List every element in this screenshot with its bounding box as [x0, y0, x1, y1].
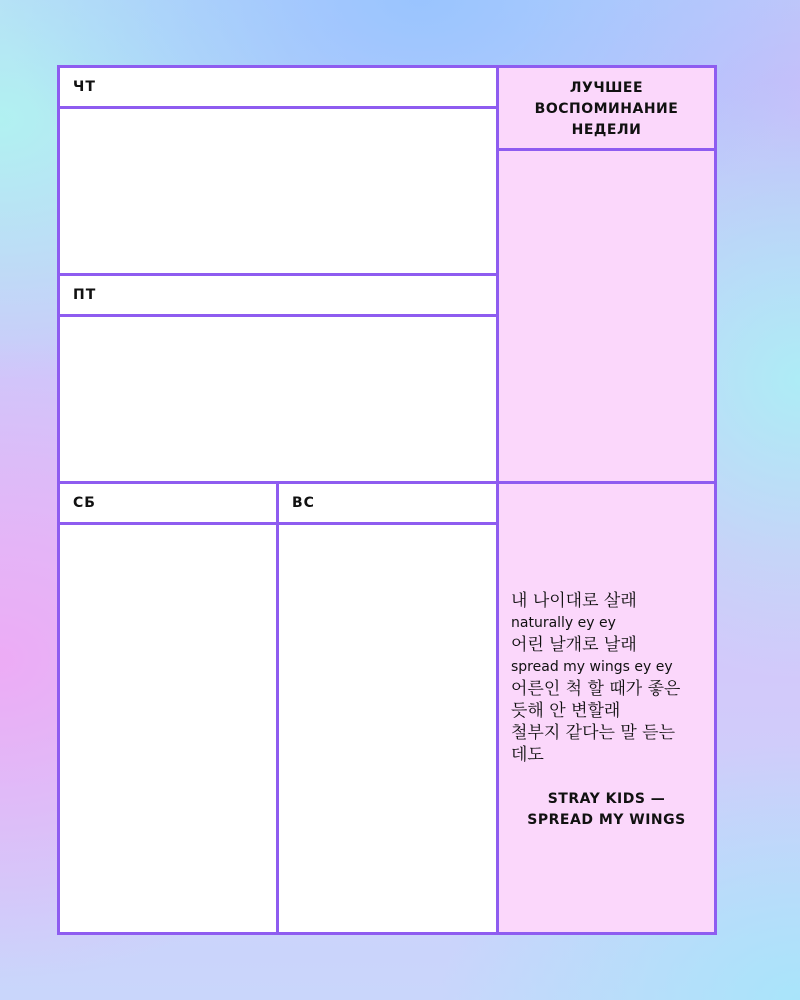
lyric-line: 데도	[511, 745, 544, 765]
lyrics-panel	[496, 481, 717, 935]
lyrics-block	[511, 590, 706, 766]
best-memory-header	[496, 65, 717, 151]
friday-label: ПТ	[73, 287, 97, 303]
saturday-header	[57, 481, 279, 525]
lyric-line: 어른인 척 할 때가 좋은	[511, 679, 681, 699]
sunday-notes-area[interactable]	[276, 522, 499, 935]
lyric-line: spread my wings ey ey	[511, 659, 673, 675]
lyric-line: 듯해 안 변할래	[511, 701, 621, 721]
sunday-label: ВС	[292, 495, 315, 511]
thursday-notes-area[interactable]	[57, 106, 499, 276]
weekly-planner	[57, 65, 717, 935]
best-memory-notes-area[interactable]	[496, 148, 717, 484]
song-credit: STRAY KIDS — SPREAD MY WINGS	[527, 791, 686, 828]
friday-header	[57, 273, 499, 317]
thursday-header	[57, 65, 499, 109]
thursday-label: ЧТ	[73, 79, 96, 95]
sunday-header	[276, 481, 499, 525]
lyric-line: 내 나이대로 살래	[511, 591, 637, 611]
saturday-label: СБ	[73, 495, 96, 511]
saturday-notes-area[interactable]	[57, 522, 279, 935]
lyric-line: 어린 날개로 날래	[511, 635, 637, 655]
lyric-line: naturally ey ey	[511, 615, 616, 631]
lyric-line: 철부지 같다는 말 듣는	[511, 723, 676, 743]
friday-notes-area[interactable]	[57, 314, 499, 484]
best-memory-title: ЛУЧШЕЕ ВОСПОМИНАНИЕ НЕДЕЛИ	[534, 80, 679, 138]
